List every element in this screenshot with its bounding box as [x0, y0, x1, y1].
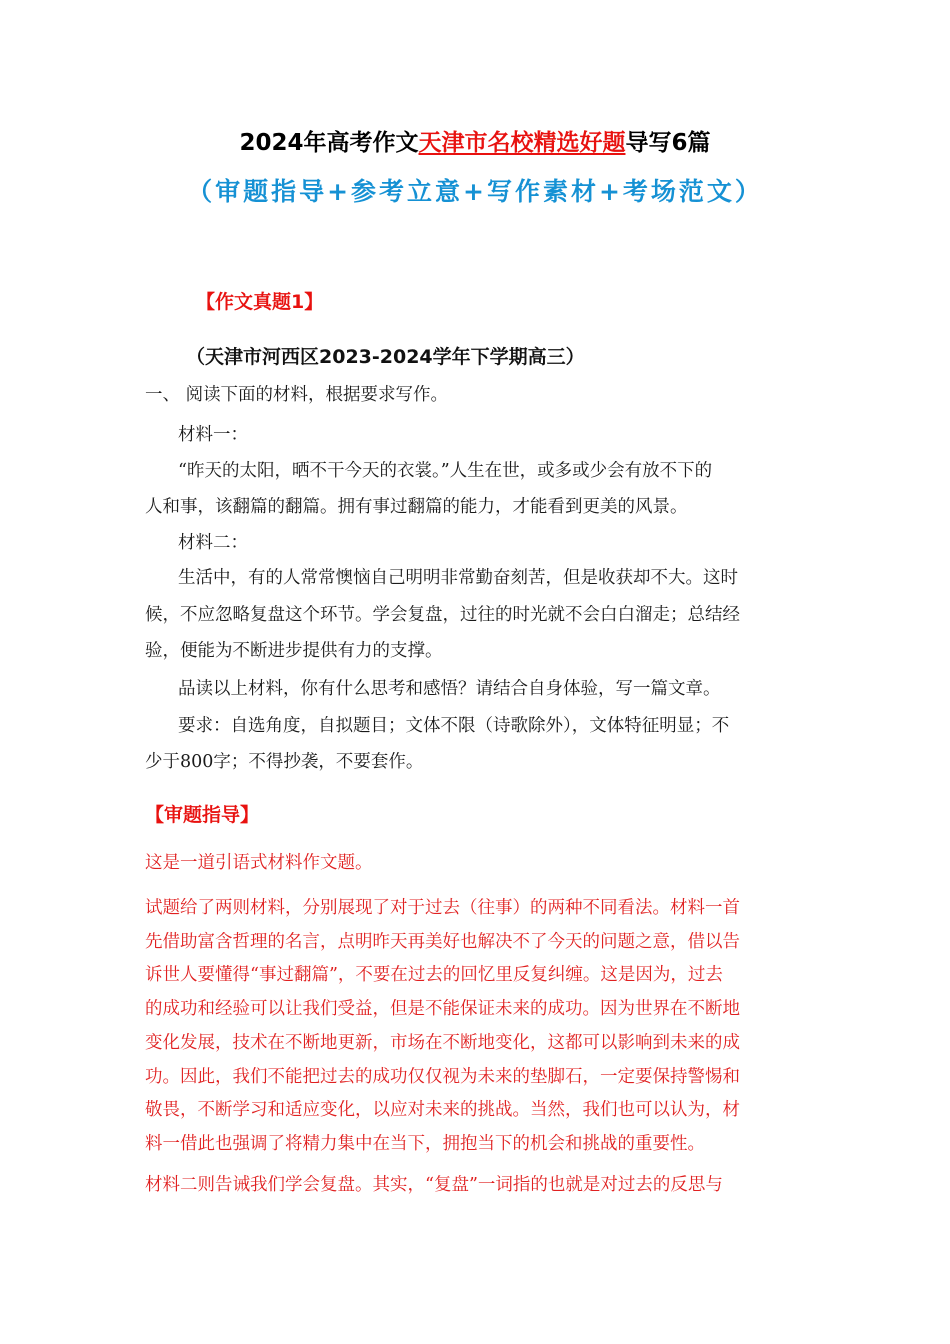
- guide-line: 料一借此也强调了将精力集中在当下，拥抱当下的机会和挑战的重要性。: [145, 1134, 705, 1154]
- document-subtitle: （审题指导+参考立意+写作素材+考场范文）: [187, 177, 763, 206]
- guide-line: 试题给了两则材料，分别展现了对于过去（往事）的两种不同看法。材料一首: [145, 898, 740, 918]
- title-highlight: 天津市名校精选好题: [418, 130, 626, 156]
- guide-line: 的成功和经验可以让我们受益，但是不能保证未来的成功。因为世界在不断地: [145, 999, 740, 1019]
- guide-line: 变化发展，技术在不断地更新，市场在不断地变化，这都可以影响到未来的成: [145, 1033, 740, 1053]
- title-prefix: 2024年高考作文: [239, 130, 419, 156]
- guide-line: 这是一道引语式材料作文题。: [145, 853, 373, 873]
- question-line: 材料一：: [178, 425, 248, 445]
- question-line: 人和事，该翻篇的翻篇。拥有事过翻篇的能力，才能看到更美的风景。: [145, 497, 688, 517]
- guide-line: 敬畏，不断学习和适应变化，以应对未来的挑战。当然，我们也可以认为，材: [145, 1100, 740, 1120]
- question-line: 验，便能为不断进步提供有力的支撑。: [145, 641, 443, 661]
- guide-line: 先借助富含哲理的名言，点明昨天再美好也解决不了今天的问题之意，借以告: [145, 932, 740, 952]
- guide-heading: 【审题指导】: [145, 804, 260, 826]
- question-line: 少于800字；不得抄袭，不要套作。: [145, 752, 424, 772]
- guide-line: 材料二则告诫我们学会复盘。其实，“复盘”一词指的也就是对过去的反思与: [145, 1175, 723, 1195]
- question-source: （天津市河西区2023-2024学年下学期高三）: [186, 346, 585, 368]
- question-line: 生活中，有的人常常懊恼自己明明非常勤奋刻苦，但是收获却不大。这时: [178, 568, 738, 588]
- title-suffix: 导写6篇: [625, 130, 711, 156]
- question-heading: 【作文真题1】: [196, 291, 324, 313]
- guide-line: 功。因此，我们不能把过去的成功仅仅视为未来的垫脚石，一定要保持警惕和: [145, 1067, 740, 1087]
- question-line: 候，不应忽略复盘这个环节。学会复盘，过往的时光就不会白白溜走；总结经: [145, 605, 740, 625]
- question-line: 一、 阅读下面的材料，根据要求写作。: [145, 385, 449, 405]
- question-line: “昨天的太阳，晒不干今天的衣裳。”人生在世，或多或少会有放不下的: [178, 461, 713, 481]
- document-title: [0, 124, 950, 157]
- question-line: 要求：自选角度，自拟题目；文体不限（诗歌除外），文体特征明显；不: [178, 716, 730, 736]
- question-line: 品读以上材料，你有什么思考和感悟？请结合自身体验，写一篇文章。: [178, 679, 721, 699]
- question-line: 材料二：: [178, 533, 248, 553]
- guide-line: 诉世人要懂得“事过翻篇”，不要在过去的回忆里反复纠缠。这是因为，过去: [145, 965, 723, 985]
